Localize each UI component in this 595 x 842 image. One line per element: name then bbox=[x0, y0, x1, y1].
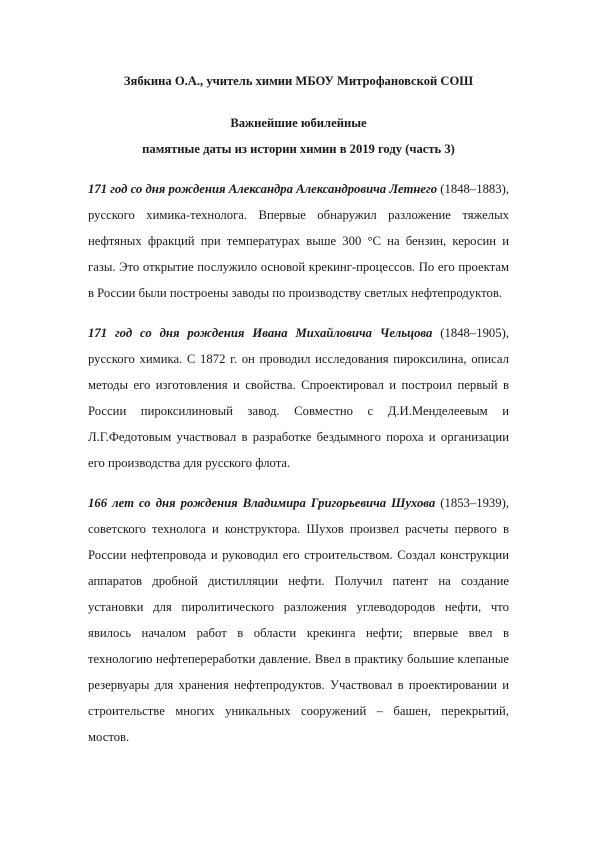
entry-lead: 171 год со дня рождения Александра Александровича Летнего bbox=[88, 182, 438, 196]
entry-body: (1853–1939), советского технолога и конструктора. Шухов произвел расчеты первого в России нефтепровода и руководил его строительством. Создал конструкции аппаратов дробной дистилляции нефти. Получил патент на создание установки для пиролитического разложения углеводородов нефти, что явилось началом работ в области крекинга нефти; впервые ввел в технологию нефтепереработки давление. Ввел в практику большие клепаные резервуары для хранения нефтепродуктов. Участвовал в проектировании и строительстве многих уникальных сооружений – башен, перекрытий, мостов. bbox=[88, 496, 509, 744]
title-line-2: памятные даты из истории химии в 2019 году (часть 3) bbox=[142, 142, 455, 156]
author-line: Зябкина О.А., учитель химии МБОУ Митрофановской СОШ bbox=[123, 74, 474, 88]
title-line-1: Важнейшие юбилейные bbox=[230, 116, 367, 130]
document-title bbox=[88, 110, 509, 162]
entry-body: (1848–1883), русского химика-технолога. Впервые обнаружил разложение тяжелых нефтяных фракций при температурах выше 300 °С на бензин, керосин и газы. Это открытие послужило основой крекинг-процессов. По его проектам в России были построены заводы по производству светлых нефтепродуктов. bbox=[88, 182, 509, 300]
document-page bbox=[88, 72, 509, 764]
entry-body: (1848–1905), русского химика. С 1872 г. он проводил исследования пироксилина, описал методы его изготовления и свойства. Спроектировал и построил первый в России пироксилиновый завод. Совместно с Д.И.Менделеевым и Л.Г.Федотовым участвовал в разработке бездымного пороха и организации его производства для русского флота. bbox=[88, 326, 510, 470]
entry-cheltsov bbox=[88, 320, 509, 476]
entry-lead: 166 лет со дня рождения Владимира Григорьевича Шухова bbox=[88, 496, 436, 510]
entry-lead: 171 год со дня рождения Ивана Михайловича Чельцова bbox=[88, 326, 433, 340]
entry-shukhov bbox=[88, 490, 509, 750]
entry-letny bbox=[88, 176, 509, 306]
